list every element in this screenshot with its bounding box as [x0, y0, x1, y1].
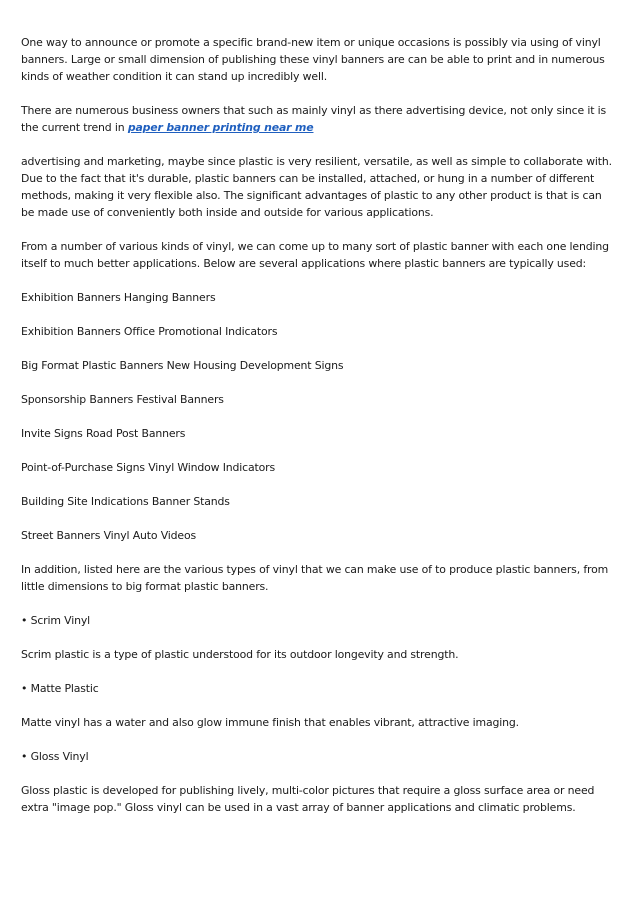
- vinyl-type-heading: • Gloss Vinyl: [21, 750, 89, 763]
- application-item: Exhibition Banners Office Promotional Indicators: [21, 325, 278, 338]
- vinyl-type-description: Scrim plastic is a type of plastic understood for its outdoor longevity and strength.: [21, 648, 459, 661]
- applications-intro: From a number of various kinds of vinyl, we can come up to many sort of plastic banner with each one lending itself to much better applications. Below are several applications where plastic banners are typically used:: [21, 240, 609, 270]
- advantages-paragraph: advertising and marketing, maybe since plastic is very resilient, versatile, as well as simple to collaborate with. Due to the fact that it's durable, plastic banners can be installed, attached, or hung in a number of different methods, making it very flexible also. The significant advantages of plastic to any other product is that is can be made use of conveniently both inside and outside for various applications.: [21, 155, 612, 219]
- intro-paragraph: One way to announce or promote a specific brand-new item or unique occasions is possibly via using of vinyl banners. Large or small dimension of publishing these vinyl banners are can be able to print and in numerous kinds of weather condition it can stand up incredibly well.: [21, 36, 605, 83]
- document-body: [21, 34, 618, 833]
- types-intro: In addition, listed here are the various types of vinyl that we can make use of to produce plastic banners, from little dimensions to big format plastic banners.: [21, 563, 609, 593]
- application-item: Sponsorship Banners Festival Banners: [21, 393, 224, 406]
- vinyl-type-description: Gloss plastic is developed for publishing lively, multi-color pictures that require a gloss surface area or need extra "image pop." Gloss vinyl can be used in a vast array of banner applications and climatic problems.: [21, 784, 595, 814]
- trend-paragraph: [21, 102, 618, 136]
- application-item: Building Site Indications Banner Stands: [21, 495, 230, 508]
- application-item: Street Banners Vinyl Auto Videos: [21, 529, 197, 542]
- trend-paragraph-text: There are numerous business owners that such as mainly vinyl as there advertising device, not only since it is the current trend in: [21, 104, 607, 134]
- application-item: Invite Signs Road Post Banners: [21, 427, 186, 440]
- application-item: Point-of-Purchase Signs Vinyl Window Indicators: [21, 461, 276, 474]
- paper-banner-printing-link[interactable]: paper banner printing near me: [127, 121, 314, 134]
- application-item: Big Format Plastic Banners New Housing Development Signs: [21, 359, 344, 372]
- application-item: Exhibition Banners Hanging Banners: [21, 291, 216, 304]
- vinyl-type-description: Matte vinyl has a water and also glow immune finish that enables vibrant, attractive imaging.: [21, 716, 519, 729]
- vinyl-type-heading: • Matte Plastic: [21, 682, 99, 695]
- vinyl-type-heading: • Scrim Vinyl: [21, 614, 91, 627]
